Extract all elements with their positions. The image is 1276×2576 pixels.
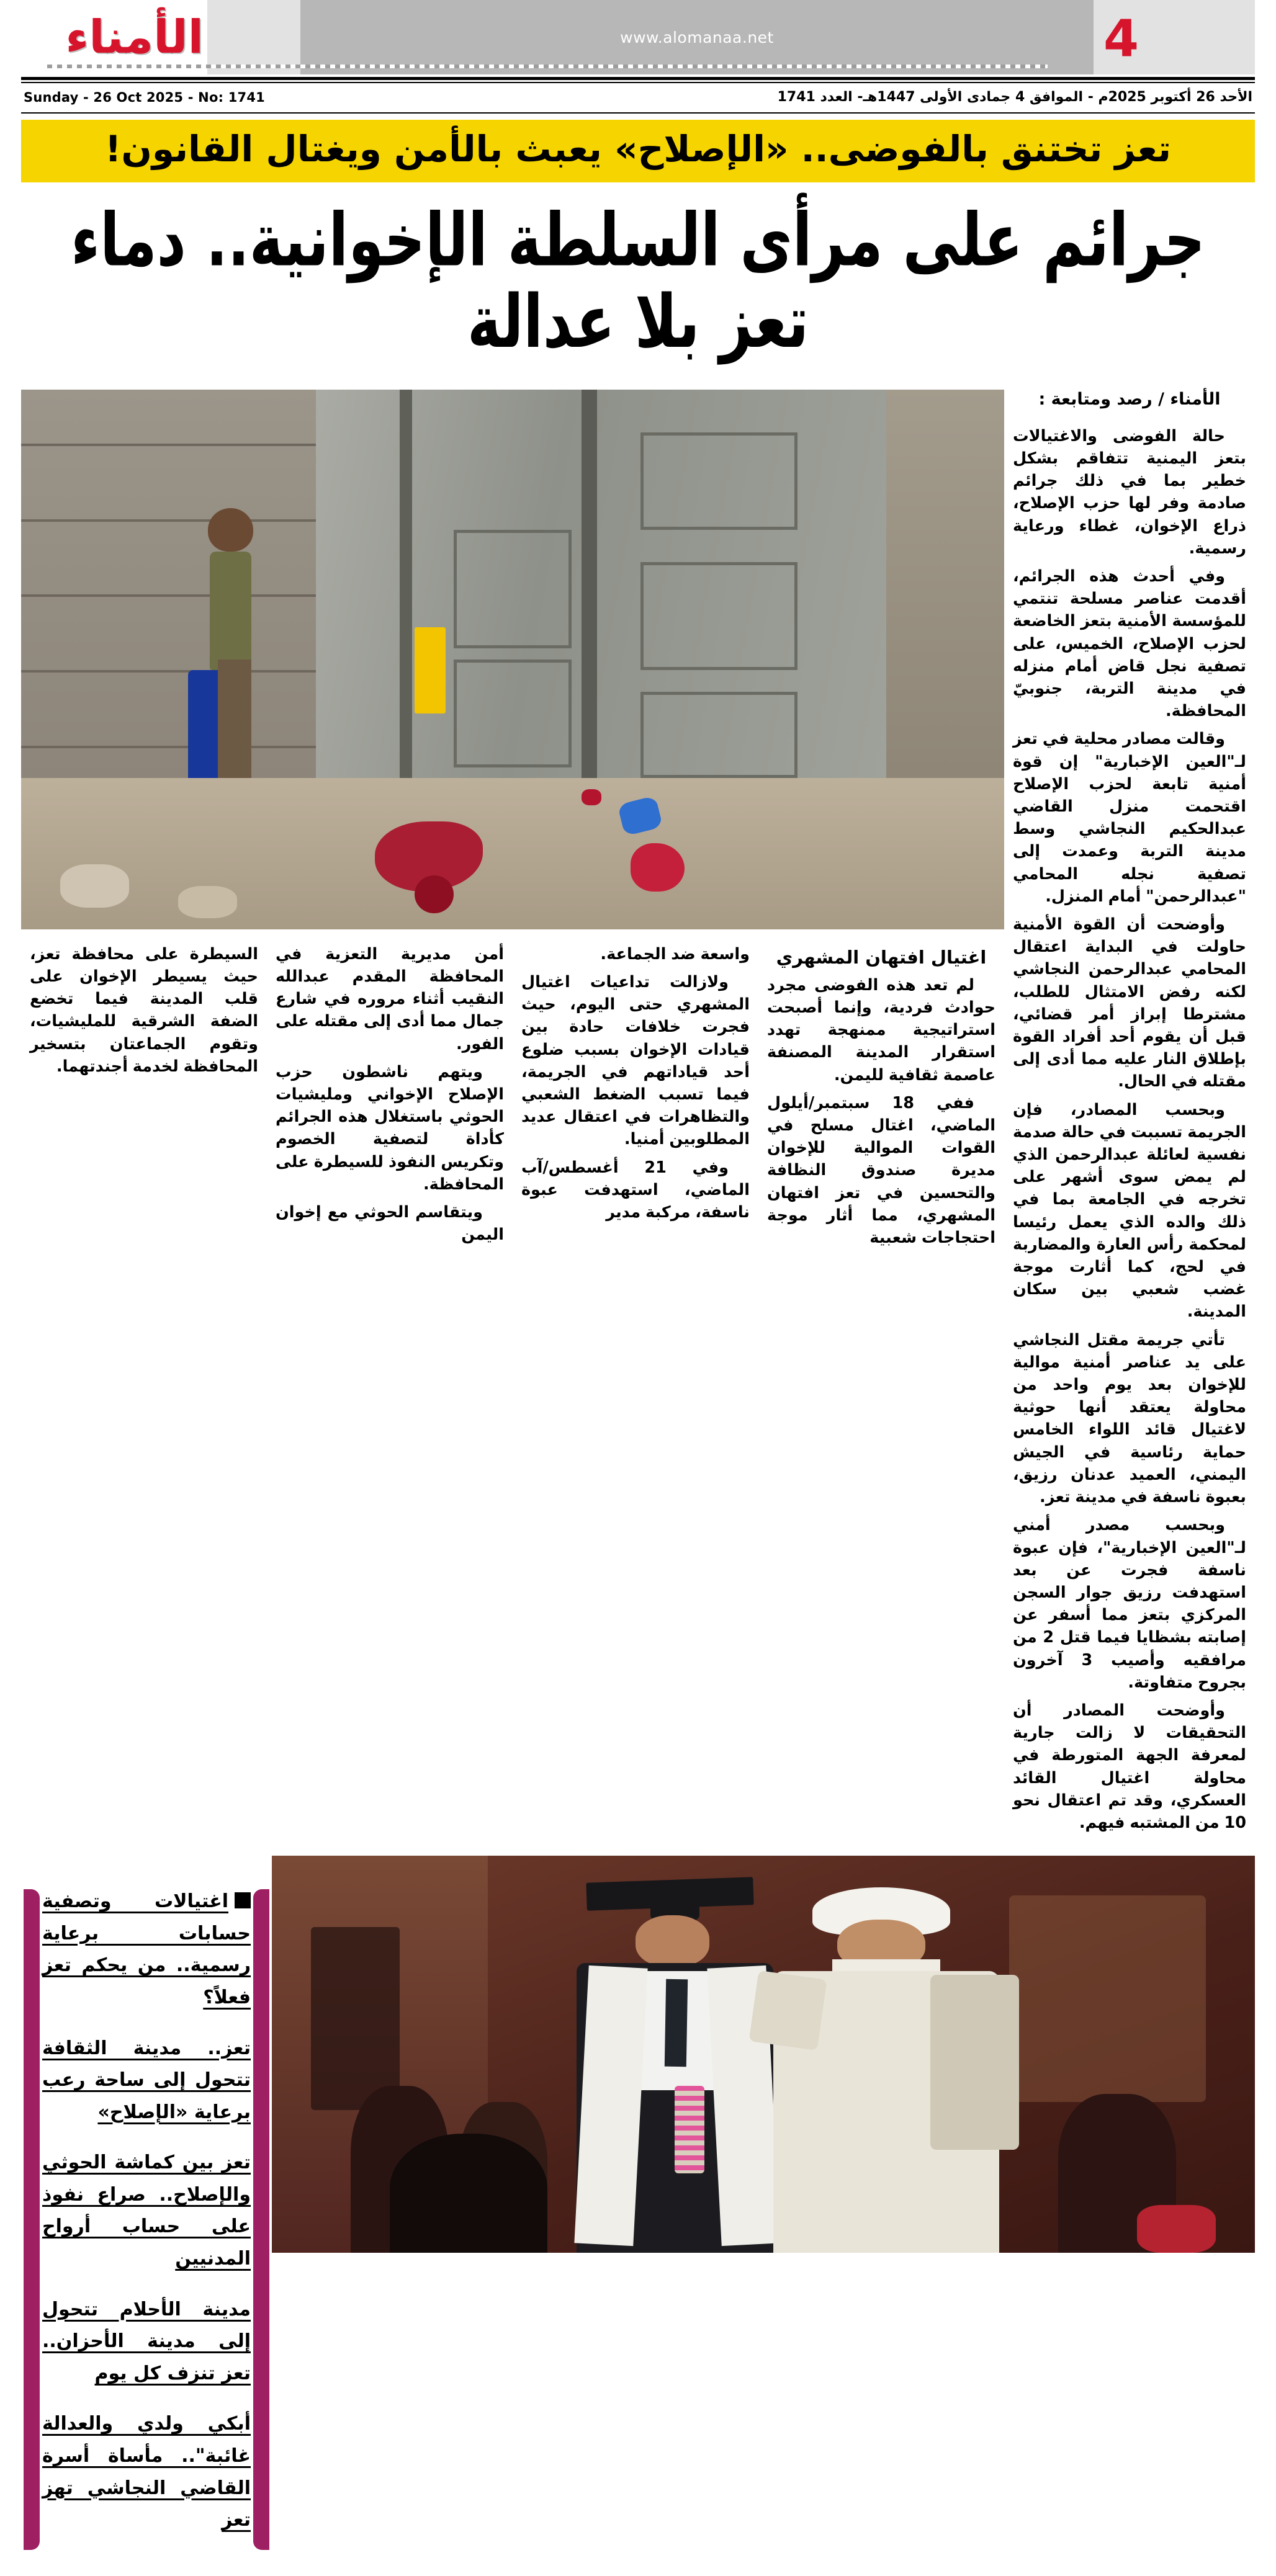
masthead-dotted-rule [42,65,1048,68]
teaser-item[interactable] [42,2408,251,2536]
masthead [21,0,1255,74]
dateline-arabic: الأحد 26 أكتوبر 2025م - الموافق 4 جمادى الأولى 1447هـ- العدد 1741 [777,89,1252,105]
graduation-photo [272,1856,1255,2253]
main-headline-area [21,182,1255,380]
subheading: اغتيال افتهان المشهري [776,946,987,968]
paragraph: وقالت مصادر محلية في تعز لـ"العين الإخبارية" إن قوة أمنية تابعة لحزب الإصلاح اقتحمت منزل القاضي عبدالحكيم النجاشي وسط مدينة التربة وعمدت إلى تصفية نجله المحامي "عبدالرحمن" أمام المنزل. [1013,730,1246,906]
graduation-photo-wrap [272,1846,1255,2576]
website-url[interactable]: www.alomanaa.net [620,28,774,47]
teaser-text: تعز بين كماشة الحوثي والإصلاح.. صراع نفوذ على حساب أرواح المدنيين [42,2152,251,2270]
paper-logo [21,0,207,74]
page-number: 4 [1103,9,1139,69]
paragraph: وبحسب المصادر، فإن الجريمة تسببت في حالة صدمة نفسية لعائلة عبدالرحمن الذي لم يمض سوى أشهر على تخرجه في الجامعة بما في ذلك والده الذي يعمل رئيسا لمحكمة رأس العارة والمضاربة في لحج، كما أثارت موجة غضب شعبي بين سكان المدينة. [1013,1100,1246,1322]
column-four [267,943,513,1254]
paragraph: وفي 21 أغسطس/آب الماضي، استهدفت عبوة ناسفة، مركبة مدير [521,1158,750,1222]
bullet-square-icon [235,1892,251,1908]
paragraph: وفي أحدث هذه الجرائم، أقدمت عناصر مسلحة تنتمي للمؤسسة الأمنية بتعز الخاضعة لحزب الإصلاح، الخميس، على تصفية نجل قاض أمام منزله في مدينة التربة، جنوبيّ المحافظة. [1013,566,1246,721]
paper-name: الأمناء [65,11,204,64]
article-left-block [21,390,1004,1840]
teaser-text: مدينة الأحلام تتحول إلى مدينة الأحزان.. تعز تنزف كل يوم [42,2298,251,2384]
teaser-sidebar [21,1868,272,2576]
kicker-banner [21,120,1255,182]
teaser-text: اغتيالات وتصفية حسابات برعاية رسمية.. من يحكم تعز فعلاً؟ [42,1890,251,2008]
paragraph: السيطرة على محافظة تعز، حيث يسيطر الإخوان على قلب المدينة فيما تخضع الضفة الشرقية للمليشيات، وتقوم الجماعتان بتسخير المحافظة لخدمة أجندتهما. [30,944,258,1076]
masthead-url-bar [300,0,1094,74]
teaser-text: تعز.. مدينة الثقافة تتحول إلى ساحة رعب برعاية «الإصلاح» [42,2037,251,2123]
paragraph: واسعة ضد الجماعة. [600,944,750,964]
teaser-item[interactable] [42,1885,251,2013]
paragraph: ولازالت تداعيات اغتيال المشهري حتى اليوم، حيث فجرت خلافات حادة بين قيادات الإخوان بسبب ضلوع أحد قياداتهم في الجريمة، فيما تسبب الضغط الشعبي والتظاهرات في اعتقال عديد المطلوبين أمنيا. [521,972,750,1149]
teaser-item[interactable] [42,2147,251,2274]
teaser-item[interactable] [42,2294,251,2390]
paragraph: حالة الفوضى والاغتيالات بتعز اليمنية تتفاقم بشكل خطير بما في ذلك جرائم صادمة وفر لها حزب الإصلاح، ذراع الإخوان، غطاء ورعاية رسمية. [1013,426,1246,558]
kicker-text: تعز تختنق بالفوضى.. «الإصلاح» يعبث بالأمن ويغتال القانون! [104,128,1172,170]
paragraph: ففي 18 سبتمبر/أيلول الماضي، اغتال مسلح في القوات الموالية للإخوان مديرة صندوق النظافة والتحسين في تعز افتهان المشهري، مما أثار موجة احتجاجات شعبية [767,1093,995,1247]
article-upper [21,390,1255,1840]
masthead-left-bar [1094,0,1255,74]
column-right [1004,390,1255,1840]
paragraph: وأوضحت المصادر أن التحقيقات لا زالت جارية لمعرفة الجهة المتورطة في محاولة اغتيال القائد العسكري، وقد تم اعتقال نحو 10 من المشتبه فيهم. [1013,1701,1246,1832]
paragraph: ويتقاسم الحوثي مع إخوان اليمن [276,1202,504,1245]
paragraph: وأوضحت أن القوة الأمنية حاولت في البداية اعتقال المحامي عبدالرحمن النجاشي لكنه رفض الامتثال للطلب، مشترطا إبراز أمر قضائي، قبل أن يقوم أحد أفراد القوة بإطلاق النار عليه مما أدى إلى مقتله في الحال. [1013,915,1246,1091]
byline: الأمناء / رصد ومتابعة : [1038,389,1221,409]
main-headline: جرائم على مرأى السلطة الإخوانية.. دماء تعز بلا عدالة [71,197,1205,365]
column-five [21,943,267,1254]
paragraph: وبحسب مصدر أمني لـ"العين الإخبارية"، فإن عبوة ناسفة فجرت عن بعد استهدفت رزيق جوار السجن المركزي بتعز مما أسفر عن إصابته بشظايا فيما قتل 2 من مرافقيه وأصيب 3 آخرون بجروح متفاوتة. [1013,1516,1246,1692]
paragraph: أمن مديرية التعزية في المحافظة المقدم عبدالله النقيب أثناء مروره في شارع جمال مما أدى إلى مقتله على الفور. [276,944,504,1053]
teaser-text: أبكي ولدي والعدالة غائبة".. مأساة أسرة القاضي النجاشي تهز تعز [42,2413,251,2531]
column-three [513,943,758,1254]
teaser-item[interactable] [42,2033,251,2129]
column-two [758,943,1004,1254]
article-lower [21,1846,1255,2576]
masthead-right-bar [207,0,300,74]
paragraph: لم تعد هذه الفوضى مجرد حوادث فردية، وإنما أصبحت استراتيجية ممنهجة تهدد استقرار المدينة المصنفة عاصمة ثقافية لليمن. [767,975,995,1085]
hero-photo [21,390,1004,929]
dateline-rule [21,112,1255,114]
dateline-english: Sunday - 26 Oct 2025 - No: 1741 [24,89,265,105]
paragraph: تأتي جريمة مقتل النجاشي على يد عناصر أمنية موالية للإخوان بعد يوم واحد من محاولة يعتقد أنها حوثية لاغتيال قائد اللواء الخامس حماية رئاسية في الجيش اليمني، العميد عدنان رزيق، بعبوة ناسفة في مدينة تعز. [1013,1330,1246,1507]
paragraph: ويتهم ناشطون حزب الإصلاح الإخواني ومليشيات الحوثي باستغلال هذه الجرائم كأداة لتصفية الخصوم وتكريس النفوذ للسيطرة على المحافظة. [276,1062,504,1194]
dateline [21,83,1255,112]
